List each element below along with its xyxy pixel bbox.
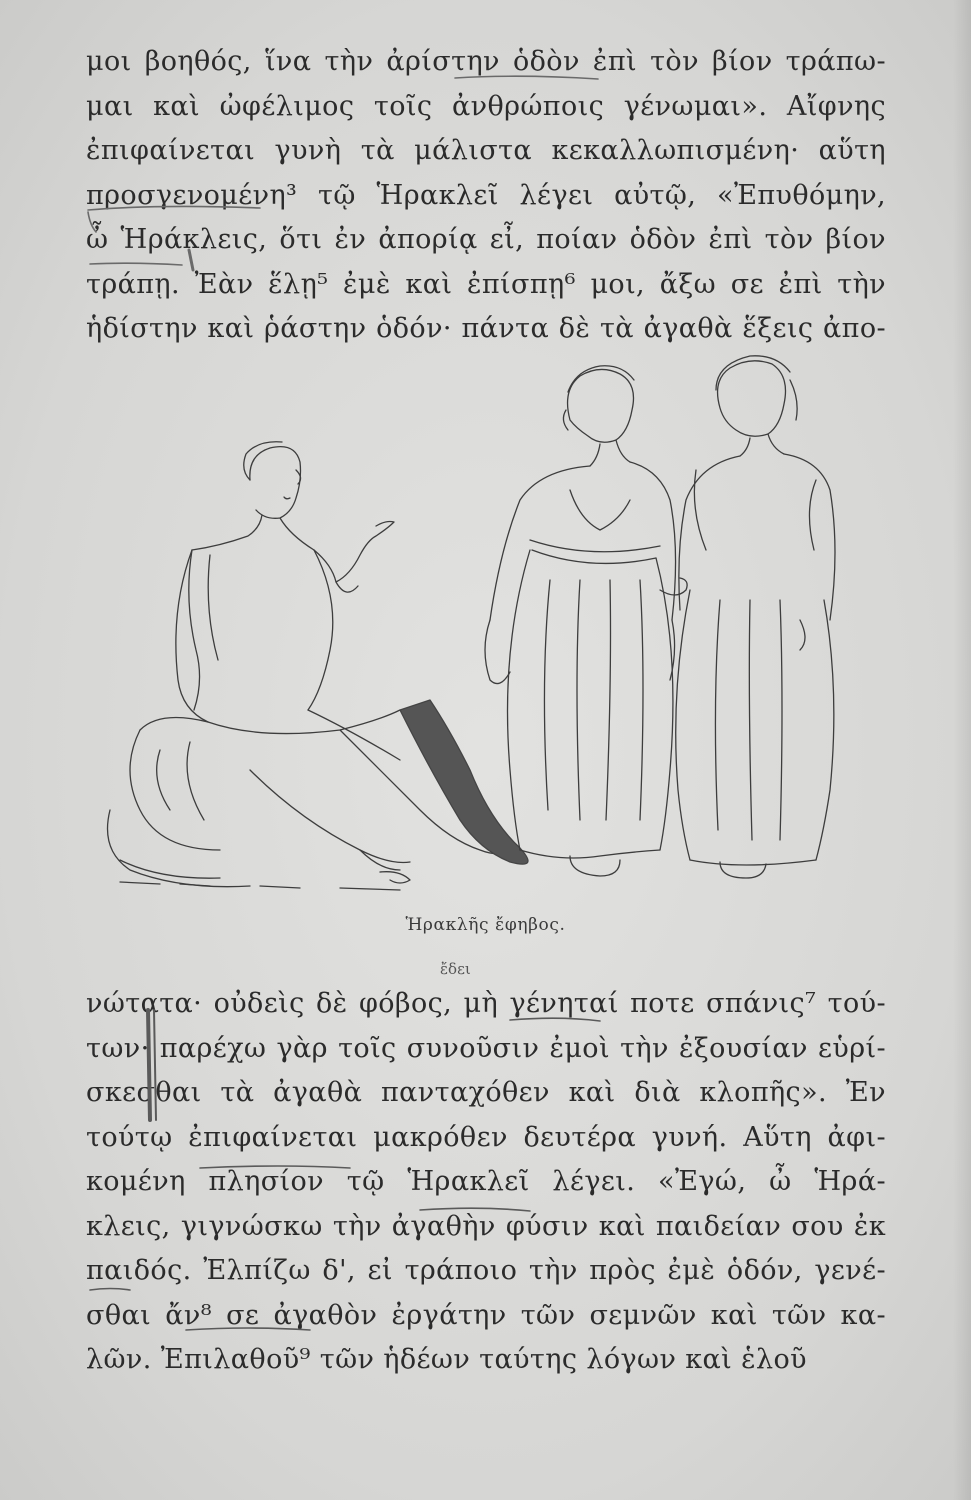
text-line: ἡδίστην καὶ ῥάστην ὁδόν· πάντα δὲ τὰ ἀγαθὰ ἕξεις ἀπο-: [86, 313, 886, 344]
text-line: τράπῃ. Ἐὰν ἕλῃ⁵ ἐμὲ καὶ ἐπίσπῃ⁶ μοι, ἄξω σε ἐπὶ τὴν: [86, 268, 886, 300]
heracles-ephebos-illustration: [100, 350, 890, 910]
text-line: των· παρέχω γὰρ τοῖς συνοῦσιν ἐμοὶ τὴν ἐξουσίαν εὑρί-: [86, 1032, 886, 1064]
text-line: κλεις, γιγνώσκω τὴν ἀγαθὴν φύσιν καὶ παιδείαν σου ἐκ: [86, 1210, 886, 1242]
text-line: κομένη πλησίον τῷ Ἡρακλεῖ λέγει. «Ἐγώ, ὦ Ἡρά-: [86, 1166, 886, 1197]
handwritten-note: ἔδει: [440, 960, 471, 978]
text-line: μαι καὶ ὠφέλιμος τοῖς ἀνθρώποις γένωμαι». Αἴφνης: [86, 90, 886, 122]
text-line: μοι βοηθός, ἵνα τὴν ἀρίστην ὁδὸν ἐπὶ τὸν βίον τράπω-: [86, 46, 886, 77]
text-line: ἐπιφαίνεται γυνὴ τὰ μάλιστα κεκαλλωπισμένη· αὕτη: [86, 135, 886, 166]
text-line: παιδός. Ἐλπίζω δ', εἰ τράποιο τὴν πρὸς ἐμὲ ὁδόν, γενέ-: [86, 1255, 886, 1286]
text-line: ὦ Ἡράκλεις, ὅτι ἐν ἀπορίᾳ εἶ, ποίαν ὁδὸν ἐπὶ τὸν βίον: [86, 224, 886, 255]
text-line: σθαι ἄν⁸ σε ἀγαθὸν ἐργάτην τῶν σεμνῶν καὶ τῶν κα-: [86, 1299, 886, 1331]
text-line: τούτῳ ἐπιφαίνεται μακρόθεν δευτέρα γυνή. Αὕτη ἀφι-: [86, 1121, 886, 1153]
text-line: λῶν. Ἐπιλαθοῦ⁹ τῶν ἡδέων ταύτης λόγων καὶ ἑλοῦ: [86, 1344, 807, 1375]
text-line: νώτατα· οὐδεὶς δὲ φόβος, μὴ γένηταί ποτε σπάνις⁷ τού-: [86, 988, 886, 1019]
text-line: σκεσθαι τὰ ἀγαθὰ πανταχόθεν καὶ διὰ κλοπῆς». Ἐν: [86, 1077, 886, 1108]
pencil-marks-bottom: [0, 990, 971, 1410]
pencil-underlines-top: [0, 0, 971, 330]
text-line: προσγενομένη³ τῷ Ἡρακλεῖ λέγει αὐτῷ, «Ἐπυθόμην,: [86, 179, 886, 211]
illustration-caption: Ἡρακλῆς ἔφηβος.: [405, 915, 566, 935]
